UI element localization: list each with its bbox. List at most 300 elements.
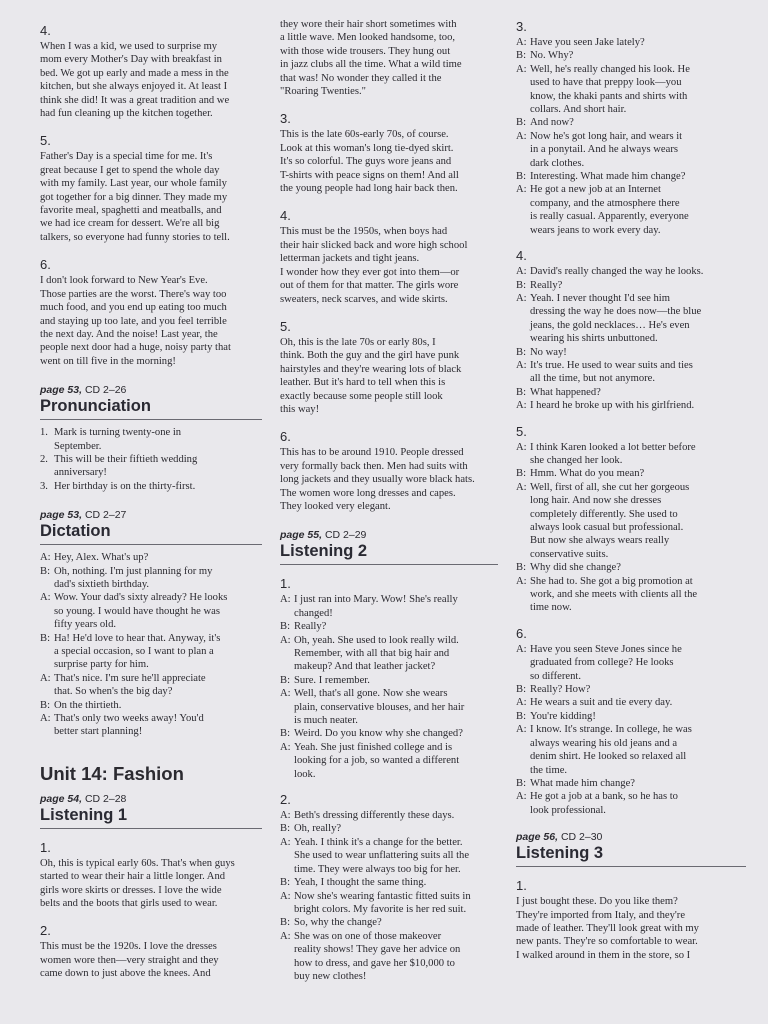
dialog-line bbox=[40, 699, 262, 712]
text-line: Weird. Do you know why she changed? bbox=[294, 728, 463, 740]
dialog-text bbox=[530, 481, 746, 561]
dialog-text bbox=[530, 183, 746, 237]
cd-track: CD 2–28 bbox=[84, 792, 127, 805]
text-line: fifty years old. bbox=[54, 619, 117, 631]
dialog-line bbox=[40, 712, 262, 739]
text-line: No way! bbox=[530, 346, 567, 358]
page-reference bbox=[40, 509, 262, 521]
list-item bbox=[40, 453, 262, 480]
text-line: the young people had long hair back then. bbox=[280, 183, 458, 195]
dialog-text bbox=[530, 386, 746, 399]
dialog-text bbox=[530, 63, 746, 117]
section-number: 1. bbox=[516, 878, 527, 894]
dialog-text bbox=[54, 551, 262, 564]
text-line: kitchen, but she always enjoyed it. At least I bbox=[40, 81, 228, 93]
text-line: talkers, so everyone had funny stories to tell. bbox=[40, 231, 230, 243]
page-reference bbox=[516, 831, 746, 843]
dialog-line bbox=[280, 727, 498, 740]
dialog-line bbox=[516, 116, 746, 129]
speaker-label: B: bbox=[516, 710, 527, 722]
cd-track: CD 2–29 bbox=[324, 529, 367, 542]
dialog-text bbox=[294, 727, 498, 740]
section-number: 6. bbox=[516, 625, 527, 641]
speaker-label: B: bbox=[40, 565, 51, 577]
text-line: exactly because some people still look bbox=[280, 390, 443, 402]
speaker-label: B: bbox=[516, 171, 527, 183]
paragraph bbox=[40, 940, 262, 980]
dialog-line bbox=[280, 876, 498, 889]
dialog-text bbox=[294, 634, 498, 674]
paragraph bbox=[280, 225, 498, 305]
speaker-label: B: bbox=[280, 823, 291, 835]
text-line: Interesting. What made him change? bbox=[530, 171, 686, 183]
text-line: makeup? And that leather jacket? bbox=[294, 661, 436, 673]
dialog-text bbox=[294, 916, 498, 929]
cd-track: CD 2–27 bbox=[84, 509, 127, 522]
speaker-label: B: bbox=[516, 346, 527, 358]
text-line: better start planning! bbox=[54, 726, 143, 738]
list-text bbox=[54, 480, 195, 493]
text-line: But now she always wears really bbox=[530, 535, 670, 547]
dialog-text bbox=[530, 723, 746, 777]
text-line: Well, he's really changed his look. He bbox=[530, 63, 690, 75]
text-line: What happened? bbox=[530, 386, 601, 398]
dialog-text bbox=[294, 809, 498, 822]
text-line: Oh, nothing. I'm just planning for my bbox=[54, 565, 213, 577]
text-line: Ha! He'd love to hear that. Anyway, it's bbox=[54, 632, 221, 644]
text-line: time. They were always too big for her. bbox=[294, 863, 461, 875]
speaker-label: A: bbox=[516, 481, 527, 493]
dialog-line bbox=[516, 683, 746, 696]
text-line: bright colors. My favorite is her red suit. bbox=[294, 903, 467, 915]
dialog-line bbox=[280, 741, 498, 781]
dialog bbox=[280, 809, 498, 983]
text-line: the time. bbox=[530, 764, 568, 776]
speaker-label: A: bbox=[516, 63, 527, 75]
text-line: Yeah. I never thought I'd see him bbox=[530, 292, 670, 304]
text-line: Yeah. I think it's a change for the better. bbox=[294, 836, 463, 848]
text-line: Remember, with all that big hair and bbox=[294, 648, 450, 659]
dialog-text bbox=[530, 575, 746, 615]
paragraph bbox=[40, 857, 262, 911]
text-line: she changed her look. bbox=[530, 454, 623, 466]
speaker-label: A: bbox=[516, 184, 527, 196]
text-line: Mark is turning twenty-one in bbox=[54, 427, 182, 439]
text-line: great because I get to spend the whole day bbox=[40, 164, 220, 176]
text-line: had fun cleaning up the kitchen together. bbox=[40, 108, 213, 120]
text-line: jeans, the gold necklaces… He's even bbox=[530, 319, 690, 331]
dialog-text bbox=[530, 696, 746, 709]
text-line: It's so colorful. The guys wore jeans and bbox=[280, 156, 452, 168]
text-line: long hair. And now she dresses bbox=[530, 495, 662, 507]
text-line: I walked around in them in the store, so I bbox=[516, 949, 691, 961]
dialog-text bbox=[530, 346, 746, 359]
text-line: we had ice cream for dessert. We're all big bbox=[40, 218, 220, 230]
text-line: They looked very elegant. bbox=[280, 500, 391, 512]
speaker-label: B: bbox=[516, 386, 527, 398]
text-line: reality shows! They gave her advice on bbox=[294, 944, 461, 956]
text-line: women wore then—very straight and they bbox=[40, 954, 219, 966]
text-line: changed! bbox=[294, 607, 333, 619]
speaker-label: A: bbox=[516, 724, 527, 736]
dialog-text bbox=[294, 620, 498, 633]
speaker-label: A: bbox=[280, 930, 291, 942]
speaker-label: B: bbox=[280, 917, 291, 929]
text-line: a special occasion, so I want to plan a bbox=[54, 646, 214, 657]
text-line: Now she's wearing fantastic fitted suits in bbox=[294, 890, 471, 902]
dialog-line bbox=[516, 643, 746, 683]
text-line: Oh, really? bbox=[294, 823, 342, 835]
cd-track: CD 2–30 bbox=[560, 831, 603, 844]
speaker-label: A: bbox=[516, 575, 527, 587]
section-number: 1. bbox=[280, 576, 291, 592]
dialog-text bbox=[530, 279, 746, 292]
list-number: 2. bbox=[40, 453, 48, 465]
speaker-label: A: bbox=[40, 552, 51, 564]
page-reference bbox=[40, 793, 262, 805]
section-title-listening-3: Listening 3 bbox=[516, 843, 746, 867]
page-number: page 54, bbox=[40, 792, 83, 805]
paragraph bbox=[516, 895, 746, 962]
text-line: So, why the change? bbox=[294, 917, 382, 929]
text-line: Well, first of all, she cut her gorgeous bbox=[530, 481, 690, 493]
dialog-line bbox=[516, 561, 746, 574]
dialog-text bbox=[530, 359, 746, 386]
paragraph bbox=[280, 336, 498, 416]
dialog-text bbox=[294, 687, 498, 727]
text-line: letterman jackets and tight jeans. bbox=[280, 253, 420, 265]
dialog-text bbox=[530, 170, 746, 183]
speaker-label: B: bbox=[516, 117, 527, 129]
speaker-label: A: bbox=[516, 697, 527, 709]
speaker-label: A: bbox=[280, 688, 291, 700]
speaker-label: A: bbox=[40, 672, 51, 684]
speaker-label: B: bbox=[280, 877, 291, 889]
text-line: how to dress, and gave her $10,000 to bbox=[294, 957, 455, 969]
speaker-label: A: bbox=[40, 713, 51, 725]
speaker-label: A: bbox=[516, 37, 527, 48]
dialog-text bbox=[54, 699, 262, 712]
speaker-label: A: bbox=[516, 643, 527, 655]
paragraph bbox=[280, 18, 498, 98]
dialog-text bbox=[54, 712, 262, 739]
dialog-line bbox=[516, 359, 746, 386]
speaker-label: A: bbox=[40, 592, 51, 604]
dialog-text bbox=[294, 822, 498, 835]
text-line: hairstyles and they're wearing lots of black bbox=[280, 363, 462, 375]
text-line: looking for a job, so wanted a different bbox=[294, 755, 460, 767]
dialog-text bbox=[530, 265, 746, 278]
text-line: I know. It's strange. In college, he was bbox=[530, 724, 692, 736]
text-line: this way! bbox=[280, 403, 320, 415]
text-line: That's only two weeks away! You'd bbox=[54, 713, 204, 725]
dialog-line bbox=[516, 183, 746, 237]
speaker-label: B: bbox=[40, 699, 51, 711]
text-line: sweaters, neck scarves, and wide skirts. bbox=[280, 293, 448, 305]
text-line: long jackets and they usually wore black hats. bbox=[280, 474, 475, 486]
speaker-label: B: bbox=[516, 468, 527, 480]
column-1 bbox=[40, 18, 262, 1024]
text-line: And now? bbox=[530, 117, 574, 129]
section-number: 6. bbox=[40, 257, 51, 273]
text-line: time now. bbox=[530, 602, 572, 614]
dialog-line bbox=[280, 822, 498, 835]
dialog-text bbox=[294, 674, 498, 687]
text-line: bed. We got up early and made a mess in the bbox=[40, 67, 229, 79]
text-line: graduated from college? He looks bbox=[530, 657, 674, 669]
page-reference bbox=[40, 384, 262, 396]
text-line: the next day. And the noise! Last year, the bbox=[40, 328, 218, 340]
text-line: Hey, Alex. What's up? bbox=[54, 552, 149, 564]
speaker-label: B: bbox=[280, 674, 291, 686]
text-line: That's nice. I'm sure he'll appreciate bbox=[54, 672, 206, 684]
dialog-text bbox=[294, 890, 498, 917]
text-line: completely differently. She used to bbox=[530, 508, 678, 520]
text-line: dark clothes. bbox=[530, 157, 585, 169]
text-line: I just bought these. Do you like them? bbox=[516, 896, 678, 908]
text-line: Yeah. She just finished college and is bbox=[294, 741, 453, 753]
text-line: This is the late 60s-early 70s, of course. bbox=[280, 129, 449, 141]
text-line: I wonder how they ever got into them—or bbox=[280, 266, 460, 278]
page-number: page 56, bbox=[516, 831, 559, 844]
text-line: The women wore long dresses and capes. bbox=[280, 487, 456, 499]
speaker-label: A: bbox=[516, 130, 527, 142]
speaker-label: A: bbox=[280, 741, 291, 753]
unit-title: Unit 14: Fashion bbox=[40, 762, 184, 784]
text-line: Now he's got long hair, and wears it bbox=[530, 130, 683, 142]
dialog bbox=[280, 593, 498, 781]
dialog-text bbox=[530, 292, 746, 346]
dialog-text bbox=[530, 441, 746, 468]
text-line: is much neater. bbox=[294, 715, 358, 727]
text-line: This will be their fiftieth wedding bbox=[54, 453, 198, 465]
text-line: "Roaring Twenties." bbox=[280, 86, 366, 98]
text-line: surprise party for him. bbox=[54, 659, 149, 671]
speaker-label: A: bbox=[280, 594, 291, 606]
text-line: wears jeans to work every day. bbox=[530, 224, 661, 236]
dialog-line bbox=[280, 916, 498, 929]
text-line: anniversary! bbox=[54, 467, 107, 479]
speaker-label: A: bbox=[280, 836, 291, 848]
dialog-text bbox=[530, 399, 746, 412]
text-line: This has to be around 1910. People dressed bbox=[280, 447, 464, 459]
text-line: Wow. Your dad's sixty already? He looks bbox=[54, 592, 228, 604]
dialog bbox=[40, 551, 262, 739]
text-line: No. Why? bbox=[530, 50, 574, 62]
dialog-text bbox=[530, 130, 746, 170]
speaker-label: B: bbox=[40, 632, 51, 644]
speaker-label: A: bbox=[516, 441, 527, 453]
section-number: 5. bbox=[40, 133, 51, 149]
text-line: I think Karen looked a lot better before bbox=[530, 441, 696, 453]
paragraph bbox=[280, 128, 498, 195]
text-line: got together for a big dinner. They made my bbox=[40, 191, 228, 203]
paragraph bbox=[40, 150, 262, 244]
text-line: used to have that preppy look—you bbox=[530, 77, 682, 89]
dialog-line bbox=[516, 723, 746, 777]
page-number: page 55, bbox=[280, 529, 323, 542]
text-line: in jazz clubs all the time. What a wild time bbox=[280, 59, 462, 71]
speaker-label: B: bbox=[516, 562, 527, 574]
speaker-label: B: bbox=[516, 50, 527, 62]
section-number: 5. bbox=[516, 423, 527, 439]
text-line: What made him change? bbox=[530, 777, 636, 789]
dialog-line bbox=[40, 672, 262, 699]
text-line: leather. But it's hard to tell when this is bbox=[280, 377, 446, 389]
dialog-line bbox=[516, 130, 746, 170]
dialog-text bbox=[530, 36, 746, 49]
paragraph bbox=[40, 274, 262, 368]
text-line: look professional. bbox=[530, 804, 606, 816]
speaker-label: B: bbox=[516, 279, 527, 291]
dialog-line bbox=[516, 575, 746, 615]
section-number: 5. bbox=[280, 318, 291, 334]
dialog-line bbox=[516, 790, 746, 817]
dialog-line bbox=[516, 441, 746, 468]
text-line: very formally back then. Men had suits with bbox=[280, 460, 468, 472]
dialog-line bbox=[516, 63, 746, 117]
dialog-text bbox=[530, 467, 746, 480]
text-line: dressing the way he does now—the blue bbox=[530, 306, 702, 318]
pronunciation-list bbox=[40, 426, 262, 493]
list-text bbox=[54, 426, 181, 453]
text-line: their hair slicked back and wore high school bbox=[280, 239, 468, 251]
list-item bbox=[40, 426, 262, 453]
speaker-label: B: bbox=[280, 621, 291, 633]
dialog bbox=[516, 441, 746, 615]
text-line: When I was a kid, we used to surprise my bbox=[40, 41, 218, 52]
text-line: favorite meal, spaghetti and meatballs, and bbox=[40, 205, 222, 217]
text-line: conservative suits. bbox=[530, 548, 609, 560]
dialog-line bbox=[40, 551, 262, 564]
text-line: Really? How? bbox=[530, 684, 591, 696]
dialog bbox=[516, 643, 746, 817]
text-line: Well, that's all gone. Now she wears bbox=[294, 688, 448, 700]
dialog-line bbox=[280, 620, 498, 633]
text-line: I heard he broke up with his girlfriend. bbox=[530, 400, 695, 412]
text-line: Have you seen Jake lately? bbox=[530, 37, 645, 48]
text-line: plain, conservative blouses, and her hair bbox=[294, 701, 465, 713]
list-text bbox=[54, 453, 197, 480]
section-title-pronunciation: Pronunciation bbox=[40, 396, 262, 420]
text-line: and staying up too late, and you feel terrible bbox=[40, 315, 227, 327]
page-number: page 53, bbox=[40, 509, 83, 522]
dialog-line bbox=[516, 696, 746, 709]
text-line: that. So when's the big day? bbox=[54, 686, 173, 698]
text-line: September. bbox=[54, 440, 102, 452]
text-line: they wore their hair short sometimes with bbox=[280, 19, 457, 30]
section-number: 4. bbox=[280, 208, 291, 224]
dialog-line bbox=[280, 930, 498, 984]
dialog-text bbox=[530, 790, 746, 817]
text-line: She used to wear unflattering suits all the bbox=[294, 850, 470, 862]
column-2 bbox=[280, 18, 498, 1024]
speaker-label: A: bbox=[280, 634, 291, 646]
dialog-text bbox=[530, 49, 746, 62]
text-line: Look at this woman's long tie-dyed skirt. bbox=[280, 142, 454, 154]
dialog-text bbox=[54, 672, 262, 699]
dialog-text bbox=[530, 643, 746, 683]
text-line: so different. bbox=[530, 670, 581, 682]
text-line: Her birthday is on the thirty-first. bbox=[54, 480, 196, 492]
paragraph bbox=[40, 40, 262, 120]
text-line: He got a new job at an Internet bbox=[530, 184, 661, 196]
list-number: 3. bbox=[40, 480, 48, 492]
text-line: all the time, but not anymore. bbox=[530, 373, 656, 385]
text-line: think. Both the guy and the girl have punk bbox=[280, 350, 460, 362]
cd-track: CD 2–26 bbox=[84, 384, 127, 397]
dialog-line bbox=[40, 565, 262, 592]
dialog-line bbox=[280, 809, 498, 822]
speaker-label: B: bbox=[516, 777, 527, 789]
text-line: They're imported from Italy, and they're bbox=[516, 909, 686, 921]
dialog-line bbox=[280, 674, 498, 687]
dialog-line bbox=[516, 399, 746, 412]
dialog-line bbox=[516, 346, 746, 359]
text-line: Hmm. What do you mean? bbox=[530, 468, 645, 480]
dialog-text bbox=[530, 561, 746, 574]
text-line: David's really changed the way he looks. bbox=[530, 266, 704, 278]
paragraph bbox=[280, 446, 498, 513]
text-line: I don't look forward to New Year's Eve. bbox=[40, 275, 208, 287]
text-line: Father's Day is a special time for me. It's bbox=[40, 151, 213, 163]
dialog-text bbox=[54, 591, 262, 631]
speaker-label: A: bbox=[280, 810, 291, 822]
text-line: much food, and you end up eating too much bbox=[40, 302, 227, 314]
speaker-label: B: bbox=[280, 728, 291, 740]
text-line: look. bbox=[294, 768, 316, 780]
text-line: people next door had a huge, noisy party that bbox=[40, 342, 231, 354]
section-title-dictation: Dictation bbox=[40, 521, 262, 545]
section-number: 4. bbox=[516, 248, 527, 264]
text-line: Oh, this is the late 70s or early 80s, I bbox=[280, 336, 436, 348]
text-line: She was on one of those makeover bbox=[294, 930, 442, 942]
list-number: 1. bbox=[40, 427, 48, 439]
speaker-label: A: bbox=[516, 266, 527, 278]
text-line: buy new clothes! bbox=[294, 970, 367, 982]
text-line: Sure. I remember. bbox=[294, 674, 370, 686]
speaker-label: A: bbox=[516, 292, 527, 304]
text-line: new pants. They're so comfortable to wear. bbox=[516, 936, 698, 948]
text-line: He got a job at a bank, so he has to bbox=[530, 791, 678, 803]
dialog-line bbox=[280, 836, 498, 876]
text-line: in a ponytail. And he always wears bbox=[530, 144, 678, 156]
dialog-line bbox=[516, 265, 746, 278]
text-line: Oh, this is typical early 60s. That's when guys bbox=[40, 857, 235, 869]
text-line: Those parties are the worst. There's way too bbox=[40, 288, 227, 300]
text-line: Really? bbox=[294, 621, 327, 633]
text-line: is really casual. Apparently, everyone bbox=[530, 211, 689, 223]
dialog-line bbox=[280, 687, 498, 727]
text-line: This must be the 1950s, when boys had bbox=[280, 226, 448, 238]
dialog-line bbox=[516, 292, 746, 346]
speaker-label: A: bbox=[516, 359, 527, 371]
text-line: dad's sixtieth birthday. bbox=[54, 578, 150, 590]
dialog-text bbox=[294, 741, 498, 781]
speaker-label: A: bbox=[516, 400, 527, 412]
text-line: went on till five in the morning! bbox=[40, 355, 176, 367]
text-line: collars. And short hair. bbox=[530, 104, 627, 116]
dialog-line bbox=[516, 170, 746, 183]
page-reference bbox=[280, 529, 498, 541]
text-line: This must be the 1920s. I love the dresses bbox=[40, 941, 217, 953]
dialog-text bbox=[530, 683, 746, 696]
dialog-line bbox=[516, 481, 746, 561]
dialog-text bbox=[530, 710, 746, 723]
text-line: She had to. She got a big promotion at bbox=[530, 575, 693, 587]
text-line: made of leather. They'll look great with my bbox=[516, 922, 699, 934]
text-line: think she did! It was a great tradition and we bbox=[40, 94, 230, 106]
